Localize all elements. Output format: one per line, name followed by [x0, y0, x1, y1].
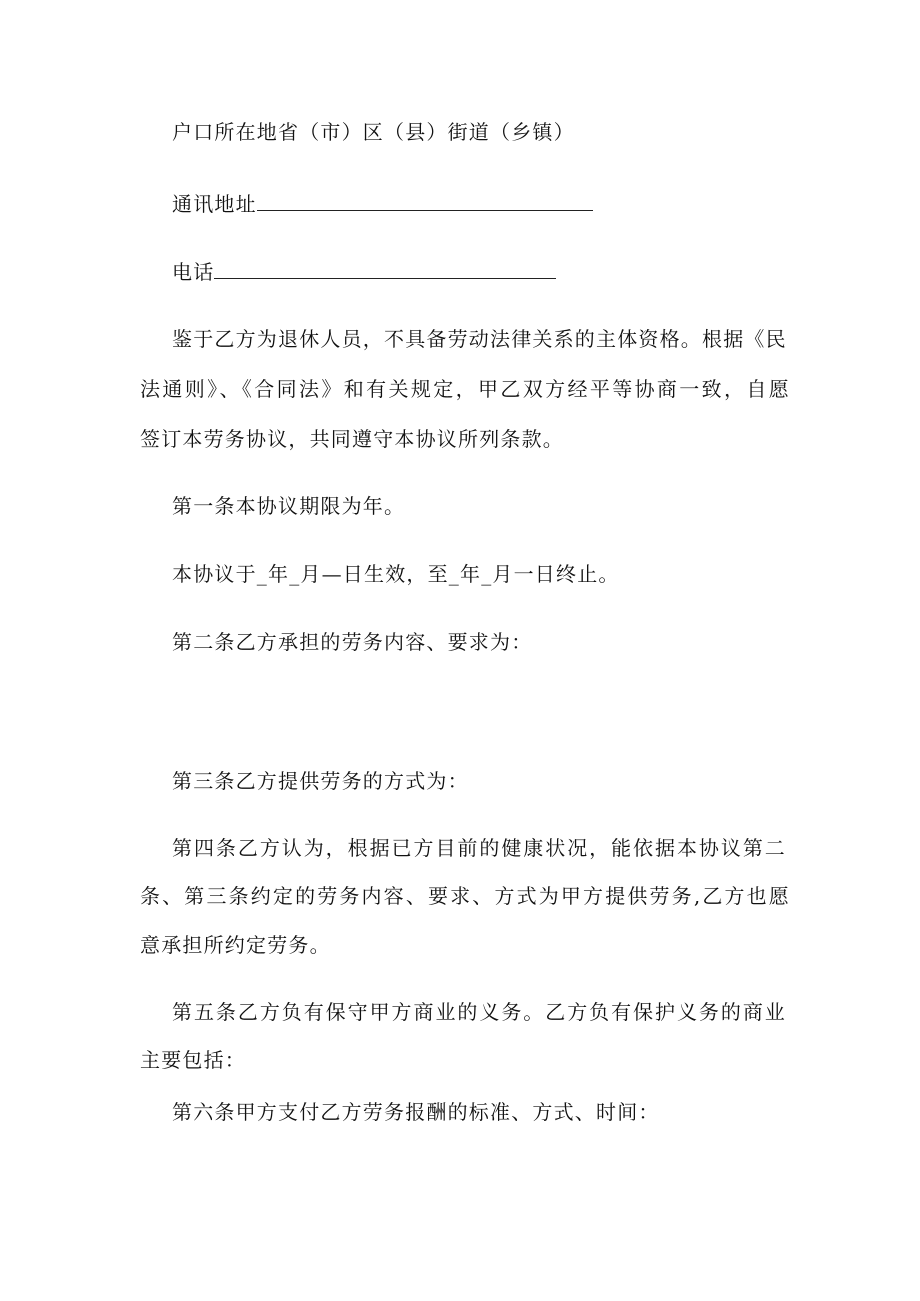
- address-line: [172, 190, 822, 216]
- preamble-line-2: 法通则》、《合同法》和有关规定，甲乙双方经平等协商一致，自愿: [140, 377, 790, 401]
- article-1: 第一条本协议期限为年。: [172, 494, 406, 518]
- article-2: 第二条乙方承担的劳务内容、要求为：: [172, 630, 533, 654]
- phone-label: 电话: [172, 260, 215, 284]
- article-5-line-2: 主要包括：: [140, 1048, 246, 1072]
- household-registration-line: 户口所在地省（市）区（县）街道（乡镇）: [172, 120, 575, 144]
- phone-blank: [214, 258, 556, 279]
- preamble-line-1: 鉴于乙方为退休人员，不具备劳动法律关系的主体资格。根据《民: [172, 327, 787, 351]
- article-3: 第三条乙方提供劳务的方式为：: [172, 769, 469, 793]
- article-5-line-1: 第五条乙方负有保守甲方商业的义务。乙方负有保护义务的商业: [172, 1000, 786, 1024]
- article-4-line-3: 意承担所约定劳务。: [140, 933, 331, 957]
- article-4-line-2: 条、第三条约定的劳务内容、要求、方式为甲方提供劳务,乙方也愿: [140, 884, 790, 908]
- article-4-line-1: 第四条乙方认为，根据已方目前的健康状况，能依据本协议第二: [172, 836, 786, 860]
- article-1-effective-dates: 本协议于_年_月—日生效，至_年_月一日终止。: [172, 562, 620, 586]
- preamble-line-3: 签订本劳务协议，共同遵守本协议所列条款。: [140, 427, 564, 451]
- address-blank: [257, 190, 593, 211]
- address-label: 通讯地址: [172, 192, 257, 216]
- article-6: 第六条甲方支付乙方劳务报酬的标准、方式、时间：: [172, 1100, 660, 1124]
- phone-line: [172, 258, 822, 284]
